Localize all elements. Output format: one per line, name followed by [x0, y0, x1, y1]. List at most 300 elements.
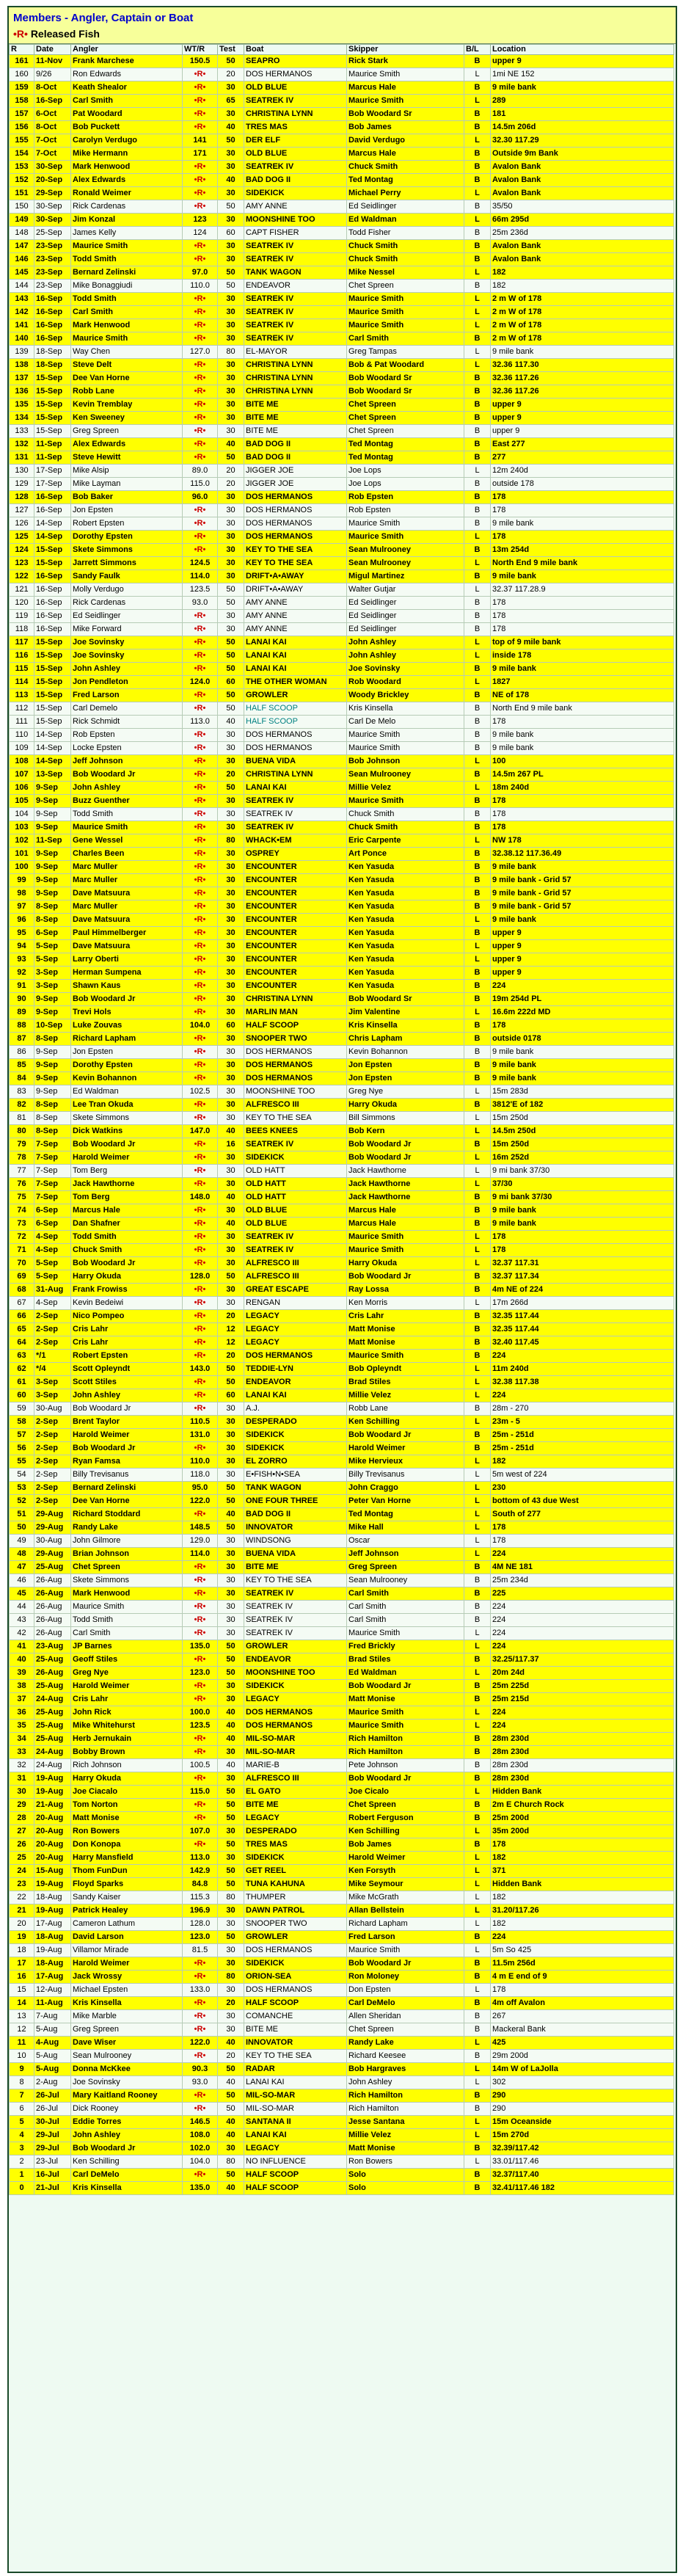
released-mark: •R• — [194, 1206, 206, 1215]
cell-bl: L — [464, 1944, 491, 1957]
cell-bl: L — [464, 583, 491, 597]
cell-rank: 55 — [10, 1455, 34, 1469]
cell-rank: 14 — [10, 1997, 34, 2010]
cell-skipper: Chet Spreen — [347, 412, 464, 425]
cell-skipper: Bob Woodard Jr — [347, 1772, 464, 1786]
cell-angler: Nico Pompeo — [71, 1310, 183, 1323]
cell-weight — [183, 108, 218, 121]
cell-bl: B — [464, 1218, 491, 1231]
cell-date: 7-Sep — [34, 1138, 71, 1151]
cell-test: 30 — [218, 491, 244, 504]
cell-skipper: Bob Woodard Jr — [347, 1270, 464, 1284]
cell-angler: Bernard Zelinski — [71, 266, 183, 280]
cell-location: 33.01/117.46 — [491, 2155, 674, 2169]
cell-angler: Mike Marble — [71, 2010, 183, 2023]
table-row — [10, 1402, 674, 1416]
cell-date: 30-Sep — [34, 161, 71, 174]
cell-angler: Harry Okuda — [71, 1772, 183, 1786]
cell-weight — [183, 874, 218, 887]
cell-bl: B — [464, 570, 491, 583]
cell-location: 178 — [491, 610, 674, 623]
table-row — [10, 1997, 674, 2010]
cell-skipper: Chet Spreen — [347, 425, 464, 438]
released-mark: •R• — [194, 2091, 206, 2100]
cell-angler: Alex Edwards — [71, 174, 183, 187]
table-row — [10, 742, 674, 755]
cell-bl: L — [464, 134, 491, 148]
cell-boat: AMY ANNE — [244, 610, 347, 623]
cell-bl: L — [464, 1085, 491, 1099]
cell-weight — [183, 1099, 218, 1112]
cell-location: 37/30 — [491, 1178, 674, 1191]
cell-bl: L — [464, 187, 491, 200]
cell-weight — [183, 1402, 218, 1416]
cell-angler: Bob Puckett — [71, 121, 183, 134]
cell-weight — [183, 834, 218, 848]
cell-weight — [183, 1442, 218, 1455]
cell-test: 30 — [218, 1244, 244, 1257]
cell-angler: Kris Kinsella — [71, 2182, 183, 2195]
cell-boat: ENDEAVOR — [244, 1376, 347, 1389]
cell-angler: Maurice Smith — [71, 332, 183, 346]
cell-date: 15-Sep — [34, 676, 71, 689]
table-row — [10, 1640, 674, 1653]
cell-weight: 129.0 — [183, 1535, 218, 1548]
cell-weight: 115.0 — [183, 478, 218, 491]
cell-bl: B — [464, 1614, 491, 1627]
cell-test: 30 — [218, 623, 244, 636]
cell-angler: Maurice Smith — [71, 1601, 183, 1614]
cell-rank: 31 — [10, 1772, 34, 1786]
table-row — [10, 1984, 674, 1997]
cell-angler: Ron Edwards — [71, 68, 183, 81]
column-header-bl: B/L — [464, 45, 491, 55]
cell-location: 32.36 117.30 — [491, 359, 674, 372]
cell-date: 15-Aug — [34, 1865, 71, 1878]
cell-bl: L — [464, 953, 491, 967]
cell-weight: 104.0 — [183, 1019, 218, 1033]
cell-location: 230 — [491, 1482, 674, 1495]
cell-date: 14-Sep — [34, 517, 71, 531]
cell-date: 4-Sep — [34, 1297, 71, 1310]
cell-weight — [183, 2050, 218, 2063]
table-row — [10, 1706, 674, 1720]
cell-rank: 47 — [10, 1561, 34, 1574]
cell-test: 30 — [218, 1918, 244, 1931]
cell-test: 30 — [218, 980, 244, 993]
cell-bl: B — [464, 1812, 491, 1825]
table-row — [10, 1099, 674, 1112]
released-mark: •R• — [194, 1655, 206, 1664]
cell-rank: 17 — [10, 1957, 34, 1971]
cell-test: 20 — [218, 1350, 244, 1363]
cell-bl: L — [464, 1244, 491, 1257]
released-mark: •R• — [194, 2051, 206, 2060]
cell-test: 30 — [218, 1601, 244, 1614]
cell-test: 50 — [218, 689, 244, 702]
table-row — [10, 1323, 674, 1336]
cell-test: 30 — [218, 531, 244, 544]
table-row — [10, 1363, 674, 1376]
cell-boat: SIDEKICK — [244, 1429, 347, 1442]
cell-date: 30-Sep — [34, 214, 71, 227]
cell-weight: 150.5 — [183, 55, 218, 68]
cell-bl: L — [464, 1416, 491, 1429]
cell-rank: 2 — [10, 2155, 34, 2169]
cell-boat: SEATREK IV — [244, 795, 347, 808]
cell-skipper: Ed Waldman — [347, 214, 464, 227]
cell-angler: Trevi Hols — [71, 1006, 183, 1019]
cell-angler: Marc Muller — [71, 900, 183, 914]
cell-location: 3812'E of 182 — [491, 1099, 674, 1112]
cell-boat: DOS HERMANOS — [244, 1046, 347, 1059]
cell-boat: CAPT FISHER — [244, 227, 347, 240]
cell-weight — [183, 702, 218, 716]
cell-rank: 62 — [10, 1363, 34, 1376]
cell-bl: B — [464, 1191, 491, 1204]
cell-skipper: Rick Stark — [347, 55, 464, 68]
cell-rank: 135 — [10, 399, 34, 412]
cell-date: 25-Aug — [34, 1706, 71, 1720]
cell-location: 32.36 117.26 — [491, 385, 674, 399]
cell-test: 60 — [218, 227, 244, 240]
table-row — [10, 1601, 674, 1614]
cell-test: 20 — [218, 1997, 244, 2010]
cell-boat: SNOOPER TWO — [244, 1033, 347, 1046]
cell-bl: B — [464, 280, 491, 293]
table-row — [10, 2063, 674, 2076]
cell-weight — [183, 1508, 218, 1521]
cell-skipper: Rob Epsten — [347, 504, 464, 517]
released-mark: •R• — [194, 704, 206, 713]
cell-date: 16-Sep — [34, 504, 71, 517]
cell-date: 19-Aug — [34, 1786, 71, 1799]
released-mark: •R• — [194, 1734, 206, 1743]
cell-boat: HALF SCOOP — [244, 702, 347, 716]
cell-bl: B — [464, 716, 491, 729]
column-header-date: Date — [34, 45, 71, 55]
table-row — [10, 1918, 674, 1931]
cell-bl: L — [464, 293, 491, 306]
cell-angler: Jon Epsten — [71, 1046, 183, 1059]
cell-bl: B — [464, 2103, 491, 2116]
cell-bl: L — [464, 1865, 491, 1878]
table-row — [10, 2169, 674, 2182]
cell-boat: BUENA VIDA — [244, 1548, 347, 1561]
cell-test: 50 — [218, 1640, 244, 1653]
cell-date: 5-Sep — [34, 940, 71, 953]
cell-skipper: Chuck Smith — [347, 808, 464, 821]
table-row — [10, 1376, 674, 1389]
cell-angler: Eddie Torres — [71, 2116, 183, 2129]
cell-bl: B — [464, 517, 491, 531]
cell-bl: B — [464, 425, 491, 438]
cell-bl: B — [464, 2142, 491, 2155]
cell-location: 182 — [491, 1918, 674, 1931]
cell-bl: B — [464, 1046, 491, 1059]
cell-boat: LANAI KAI — [244, 1389, 347, 1402]
cell-test: 30 — [218, 795, 244, 808]
cell-weight — [183, 2010, 218, 2023]
cell-bl: B — [464, 663, 491, 676]
cell-boat: MOONSHINE TOO — [244, 1085, 347, 1099]
cell-weight: 81.5 — [183, 1944, 218, 1957]
released-mark: •R• — [194, 664, 206, 673]
cell-boat: ENDEAVOR — [244, 280, 347, 293]
cell-skipper: Millie Velez — [347, 2129, 464, 2142]
cell-skipper: Robert Ferguson — [347, 1812, 464, 1825]
cell-rank: 79 — [10, 1138, 34, 1151]
cell-skipper: Rob Epsten — [347, 491, 464, 504]
cell-bl: B — [464, 2089, 491, 2103]
cell-angler: Dee Van Horne — [71, 1495, 183, 1508]
cell-bl: B — [464, 2169, 491, 2182]
cell-location: 9 mile bank — [491, 1046, 674, 1059]
cell-test: 40 — [218, 1218, 244, 1231]
table-row — [10, 1891, 674, 1904]
cell-date: 23-Sep — [34, 253, 71, 266]
cell-skipper: Fred Brickly — [347, 1640, 464, 1653]
cell-skipper: Maurice Smith — [347, 1627, 464, 1640]
released-mark: •R• — [194, 189, 206, 197]
table-row — [10, 1614, 674, 1627]
cell-date: 2-Sep — [34, 1442, 71, 1455]
cell-weight: 123.5 — [183, 583, 218, 597]
cell-date: 16-Sep — [34, 491, 71, 504]
cell-skipper: Maurice Smith — [347, 1244, 464, 1257]
released-mark: •R• — [194, 1378, 206, 1386]
cell-test: 30 — [218, 425, 244, 438]
cell-test: 50 — [218, 2063, 244, 2076]
cell-location: upper 9 — [491, 399, 674, 412]
cell-location: 25m 234d — [491, 1574, 674, 1587]
cell-test: 30 — [218, 148, 244, 161]
released-mark: •R• — [194, 241, 206, 250]
cell-date: 8-Sep — [34, 900, 71, 914]
cell-weight: 108.0 — [183, 2129, 218, 2142]
cell-date: 9-Sep — [34, 795, 71, 808]
table-row — [10, 478, 674, 491]
cell-skipper: Jack Hawthorne — [347, 1165, 464, 1178]
cell-angler: Steve Delt — [71, 359, 183, 372]
cell-test: 30 — [218, 993, 244, 1006]
cell-boat: JIGGER JOE — [244, 465, 347, 478]
cell-angler: Maurice Smith — [71, 821, 183, 834]
released-mark: •R• — [194, 968, 206, 977]
table-row — [10, 2037, 674, 2050]
released-mark: •R• — [194, 1510, 206, 1518]
cell-rank: 98 — [10, 887, 34, 900]
released-mark: •R• — [194, 1047, 206, 1056]
cell-location: 178 — [491, 491, 674, 504]
cell-test: 50 — [218, 702, 244, 716]
cell-skipper: Jesse Santana — [347, 2116, 464, 2129]
cell-boat: RADAR — [244, 2063, 347, 2076]
cell-test: 30 — [218, 755, 244, 768]
cell-test: 30 — [218, 1165, 244, 1178]
cell-test: 30 — [218, 1442, 244, 1455]
cell-weight: 100.0 — [183, 1706, 218, 1720]
released-mark: •R• — [13, 28, 28, 40]
legend — [13, 26, 676, 41]
cell-date: 18-Aug — [34, 1957, 71, 1971]
cell-test: 30 — [218, 187, 244, 200]
cell-test: 30 — [218, 385, 244, 399]
cell-date: 11-Aug — [34, 1997, 71, 2010]
cell-skipper: Maurice Smith — [347, 1706, 464, 1720]
cell-test: 50 — [218, 583, 244, 597]
cell-location: 178 — [491, 623, 674, 636]
cell-skipper: Ted Montag — [347, 1508, 464, 1521]
cell-location: 9 mile bank - Grid 57 — [491, 887, 674, 900]
catch-table — [9, 44, 674, 2195]
cell-rank: 35 — [10, 1720, 34, 1733]
cell-angler: Bob Baker — [71, 491, 183, 504]
cell-weight — [183, 332, 218, 346]
cell-angler: Matt Monise — [71, 1812, 183, 1825]
cell-date: 14-Sep — [34, 531, 71, 544]
cell-weight — [183, 795, 218, 808]
cell-angler: John Ashley — [71, 663, 183, 676]
cell-skipper: Solo — [347, 2182, 464, 2195]
cell-angler: Sandy Kaiser — [71, 1891, 183, 1904]
table-row — [10, 848, 674, 861]
cell-location: 178 — [491, 1535, 674, 1548]
cell-location: 5m So 425 — [491, 1944, 674, 1957]
cell-location: NE of 178 — [491, 689, 674, 702]
cell-skipper: Ed Seidlinger — [347, 623, 464, 636]
table-row — [10, 1442, 674, 1455]
cell-skipper: Chet Spreen — [347, 280, 464, 293]
cell-test: 60 — [218, 1389, 244, 1402]
cell-location: 32.37 117.28.9 — [491, 583, 674, 597]
cell-skipper: Mike Hervieux — [347, 1455, 464, 1469]
cell-weight — [183, 1310, 218, 1323]
cell-test: 30 — [218, 1904, 244, 1918]
released-mark: •R• — [194, 1245, 206, 1254]
cell-angler: Bob Woodard Jr — [71, 1402, 183, 1416]
cell-rank: 50 — [10, 1521, 34, 1535]
cell-skipper: Ken Schilling — [347, 1825, 464, 1838]
cell-rank: 124 — [10, 544, 34, 557]
cell-bl: B — [464, 821, 491, 834]
cell-date: 23-Sep — [34, 240, 71, 253]
cell-rank: 113 — [10, 689, 34, 702]
table-row — [10, 517, 674, 531]
cell-weight — [183, 1997, 218, 2010]
cell-weight — [183, 187, 218, 200]
released-mark: •R• — [194, 162, 206, 171]
cell-test: 30 — [218, 504, 244, 517]
cell-test: 30 — [218, 517, 244, 531]
cell-rank: 95 — [10, 927, 34, 940]
cell-rank: 39 — [10, 1667, 34, 1680]
cell-rank: 75 — [10, 1191, 34, 1204]
cell-weight: 102.0 — [183, 2142, 218, 2155]
cell-skipper: Eric Carpente — [347, 834, 464, 848]
cell-boat: SEATREK IV — [244, 808, 347, 821]
cell-date: 16-Sep — [34, 332, 71, 346]
cell-location: 28m 230d — [491, 1759, 674, 1772]
cell-location: 178 — [491, 1838, 674, 1852]
table-row — [10, 438, 674, 451]
cell-bl: B — [464, 1204, 491, 1218]
cell-boat: SIDEKICK — [244, 1852, 347, 1865]
cell-angler: Rick Cardenas — [71, 200, 183, 214]
cell-date: 30-Jul — [34, 2116, 71, 2129]
cell-rank: 120 — [10, 597, 34, 610]
cell-weight: 90.3 — [183, 2063, 218, 2076]
cell-boat: BEES KNEES — [244, 1125, 347, 1138]
cell-bl: B — [464, 1838, 491, 1852]
cell-bl: B — [464, 1746, 491, 1759]
cell-date: 29-Aug — [34, 1548, 71, 1561]
released-mark: •R• — [194, 770, 206, 779]
cell-rank: 122 — [10, 570, 34, 583]
cell-bl: B — [464, 504, 491, 517]
cell-weight — [183, 1680, 218, 1693]
cell-weight — [183, 399, 218, 412]
cell-boat: ENCOUNTER — [244, 887, 347, 900]
cell-rank: 92 — [10, 967, 34, 980]
cell-skipper: Mike Hall — [347, 1521, 464, 1535]
cell-angler: Paul Himmelberger — [71, 927, 183, 940]
column-header-rank: R — [10, 45, 34, 55]
cell-test: 30 — [218, 1046, 244, 1059]
cell-rank: 8 — [10, 2076, 34, 2089]
cell-angler: Greg Spreen — [71, 2023, 183, 2037]
cell-angler: Rick Cardenas — [71, 597, 183, 610]
cell-skipper: Allan Bellstein — [347, 1904, 464, 1918]
cell-test: 30 — [218, 253, 244, 266]
cell-angler: Ken Schilling — [71, 2155, 183, 2169]
cell-date: 15-Sep — [34, 650, 71, 663]
cell-date: 13-Sep — [34, 768, 71, 782]
cell-rank: 19 — [10, 1931, 34, 1944]
cell-weight — [183, 689, 218, 702]
cell-angler: Pat Woodard — [71, 108, 183, 121]
cell-weight — [183, 161, 218, 174]
cell-location: 4 m E end of 9 — [491, 1971, 674, 1984]
cell-skipper: Maurice Smith — [347, 517, 464, 531]
table-row — [10, 570, 674, 583]
table-row — [10, 980, 674, 993]
cell-location: 178 — [491, 808, 674, 821]
cell-skipper: Kris Kinsella — [347, 1019, 464, 1033]
table-row — [10, 1548, 674, 1561]
cell-skipper: Carl DeMelo — [347, 1997, 464, 2010]
cell-weight — [183, 2023, 218, 2037]
cell-skipper: Bob Woodard Sr — [347, 372, 464, 385]
cell-skipper: Joe Cicalo — [347, 1786, 464, 1799]
cell-weight: 146.5 — [183, 2116, 218, 2129]
column-header-weight: WT/R — [183, 45, 218, 55]
cell-weight: 110.0 — [183, 280, 218, 293]
released-mark: •R• — [194, 426, 206, 435]
cell-weight: 124 — [183, 227, 218, 240]
cell-date: 18-Sep — [34, 359, 71, 372]
cell-bl: L — [464, 346, 491, 359]
cell-bl: B — [464, 1019, 491, 1033]
cell-skipper: Ray Lossa — [347, 1284, 464, 1297]
cell-skipper: Maurice Smith — [347, 68, 464, 81]
cell-test: 30 — [218, 729, 244, 742]
cell-location: 178 — [491, 821, 674, 834]
cell-test: 20 — [218, 478, 244, 491]
cell-location: North End 9 mile bank — [491, 702, 674, 716]
cell-date: 2-Sep — [34, 1336, 71, 1350]
table-row — [10, 1112, 674, 1125]
